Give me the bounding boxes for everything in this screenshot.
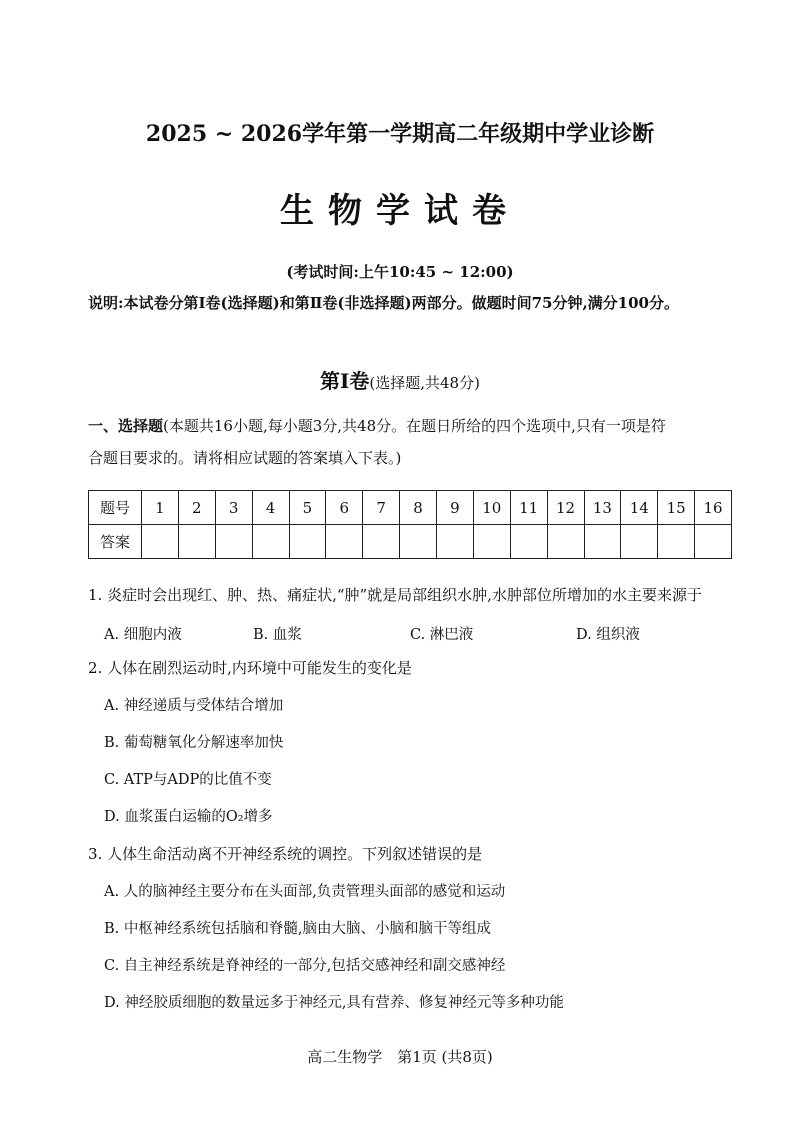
row-label-number: 题号 (89, 491, 142, 525)
question-number-cell: 16 (695, 491, 732, 525)
question-2-stem: 2. 人体在剧烈运动时,内环境中可能发生的变化是 (88, 659, 412, 677)
question-number-cell: 7 (363, 491, 400, 525)
question-2-option-b: B. 葡萄糖氧化分解速率加快 (104, 735, 284, 751)
answer-cell[interactable] (658, 525, 695, 559)
page-footer: 高二生物学 第1页 (共8页) (307, 1048, 493, 1066)
answer-cell[interactable] (215, 525, 252, 559)
question-number-cell: 8 (400, 491, 437, 525)
question-number-cell: 13 (584, 491, 621, 525)
question-2-option-c: C. ATP与ADP的比值不变 (104, 772, 272, 788)
answer-cell[interactable] (178, 525, 215, 559)
section-heading-sub: (选择题,共48分) (369, 374, 480, 392)
question-2-option-a: A. 神经递质与受体结合增加 (104, 698, 284, 714)
subject-title: 生物学试卷 (280, 191, 520, 231)
question-number-cell: 3 (215, 491, 252, 525)
question-3-stem: 3. 人体生命活动离不开神经系统的调控。下列叙述错误的是 (88, 845, 483, 863)
answer-table-answer-row (89, 525, 732, 559)
question-number-cell: 5 (289, 491, 326, 525)
answer-cell[interactable] (142, 525, 179, 559)
question-3-option-b: B. 中枢神经系统包括脑和脊髓,脑由大脑、小脑和脑干等组成 (104, 921, 491, 937)
question-number-cell: 15 (658, 491, 695, 525)
answer-cell[interactable] (437, 525, 474, 559)
question-1-option-d: D. 组织液 (576, 627, 640, 643)
answer-cell[interactable] (326, 525, 363, 559)
question-3-option-a: A. 人的脑神经主要分布在头面部,负责管理头面部的感觉和运动 (104, 884, 506, 900)
question-number-cell: 14 (621, 491, 658, 525)
exam-title: 2025 ~ 2026学年第一学期高二年级期中学业诊断 (145, 121, 655, 147)
question-number-cell: 12 (547, 491, 584, 525)
answer-cell[interactable] (363, 525, 400, 559)
answer-cell[interactable] (289, 525, 326, 559)
answer-cell[interactable] (621, 525, 658, 559)
answer-cell[interactable] (252, 525, 289, 559)
answer-table-number-row (89, 491, 732, 525)
exam-time: (考试时间:上午10:45 ~ 12:00) (286, 263, 514, 281)
question-number-cell: 11 (510, 491, 547, 525)
part-intro-line1: (本题共16小题,每小题3分,共48分。在题日所给的四个选项中,只有一项是符 (163, 417, 666, 435)
question-1-option-a: A. 细胞内液 (104, 627, 182, 643)
row-label-answer: 答案 (89, 525, 142, 559)
answer-cell[interactable] (547, 525, 584, 559)
question-1-stem: 1. 炎症时会出现红、肿、热、痛症状,“肿”就是局部组织水肿,水肿部位所增加的水主要来源于 (88, 586, 702, 604)
question-3-option-d: D. 神经胶质细胞的数量远多于神经元,具有营养、修复神经元等多种功能 (104, 995, 564, 1011)
question-number-cell: 10 (473, 491, 510, 525)
question-2-option-d: D. 血浆蛋白运输的O₂增多 (104, 809, 273, 825)
answer-cell[interactable] (400, 525, 437, 559)
answer-cell[interactable] (584, 525, 621, 559)
question-number-cell: 1 (142, 491, 179, 525)
part-intro (88, 410, 738, 474)
question-3-option-c: C. 自主神经系统是脊神经的一部分,包括交感神经和副交感神经 (104, 958, 506, 974)
part-intro-label: 一、选择题 (88, 417, 164, 435)
question-number-cell: 4 (252, 491, 289, 525)
answer-cell[interactable] (473, 525, 510, 559)
section-heading (0, 365, 800, 394)
question-number-cell: 6 (326, 491, 363, 525)
question-number-cell: 9 (437, 491, 474, 525)
section-heading-main: 第Ⅰ卷 (320, 369, 370, 393)
answer-table (88, 490, 732, 559)
question-number-cell: 2 (178, 491, 215, 525)
question-1-option-b: B. 血浆 (253, 627, 302, 643)
question-1-option-c: C. 淋巴液 (410, 627, 474, 643)
answer-cell[interactable] (510, 525, 547, 559)
part-intro-line2: 合题目要求的。请将相应试题的答案填入下表。) (88, 449, 402, 467)
answer-cell[interactable] (695, 525, 732, 559)
exam-instructions: 说明:本试卷分第Ⅰ卷(选择题)和第Ⅱ卷(非选择题)两部分。做题时间75分钟,满分100分。 (88, 294, 679, 312)
